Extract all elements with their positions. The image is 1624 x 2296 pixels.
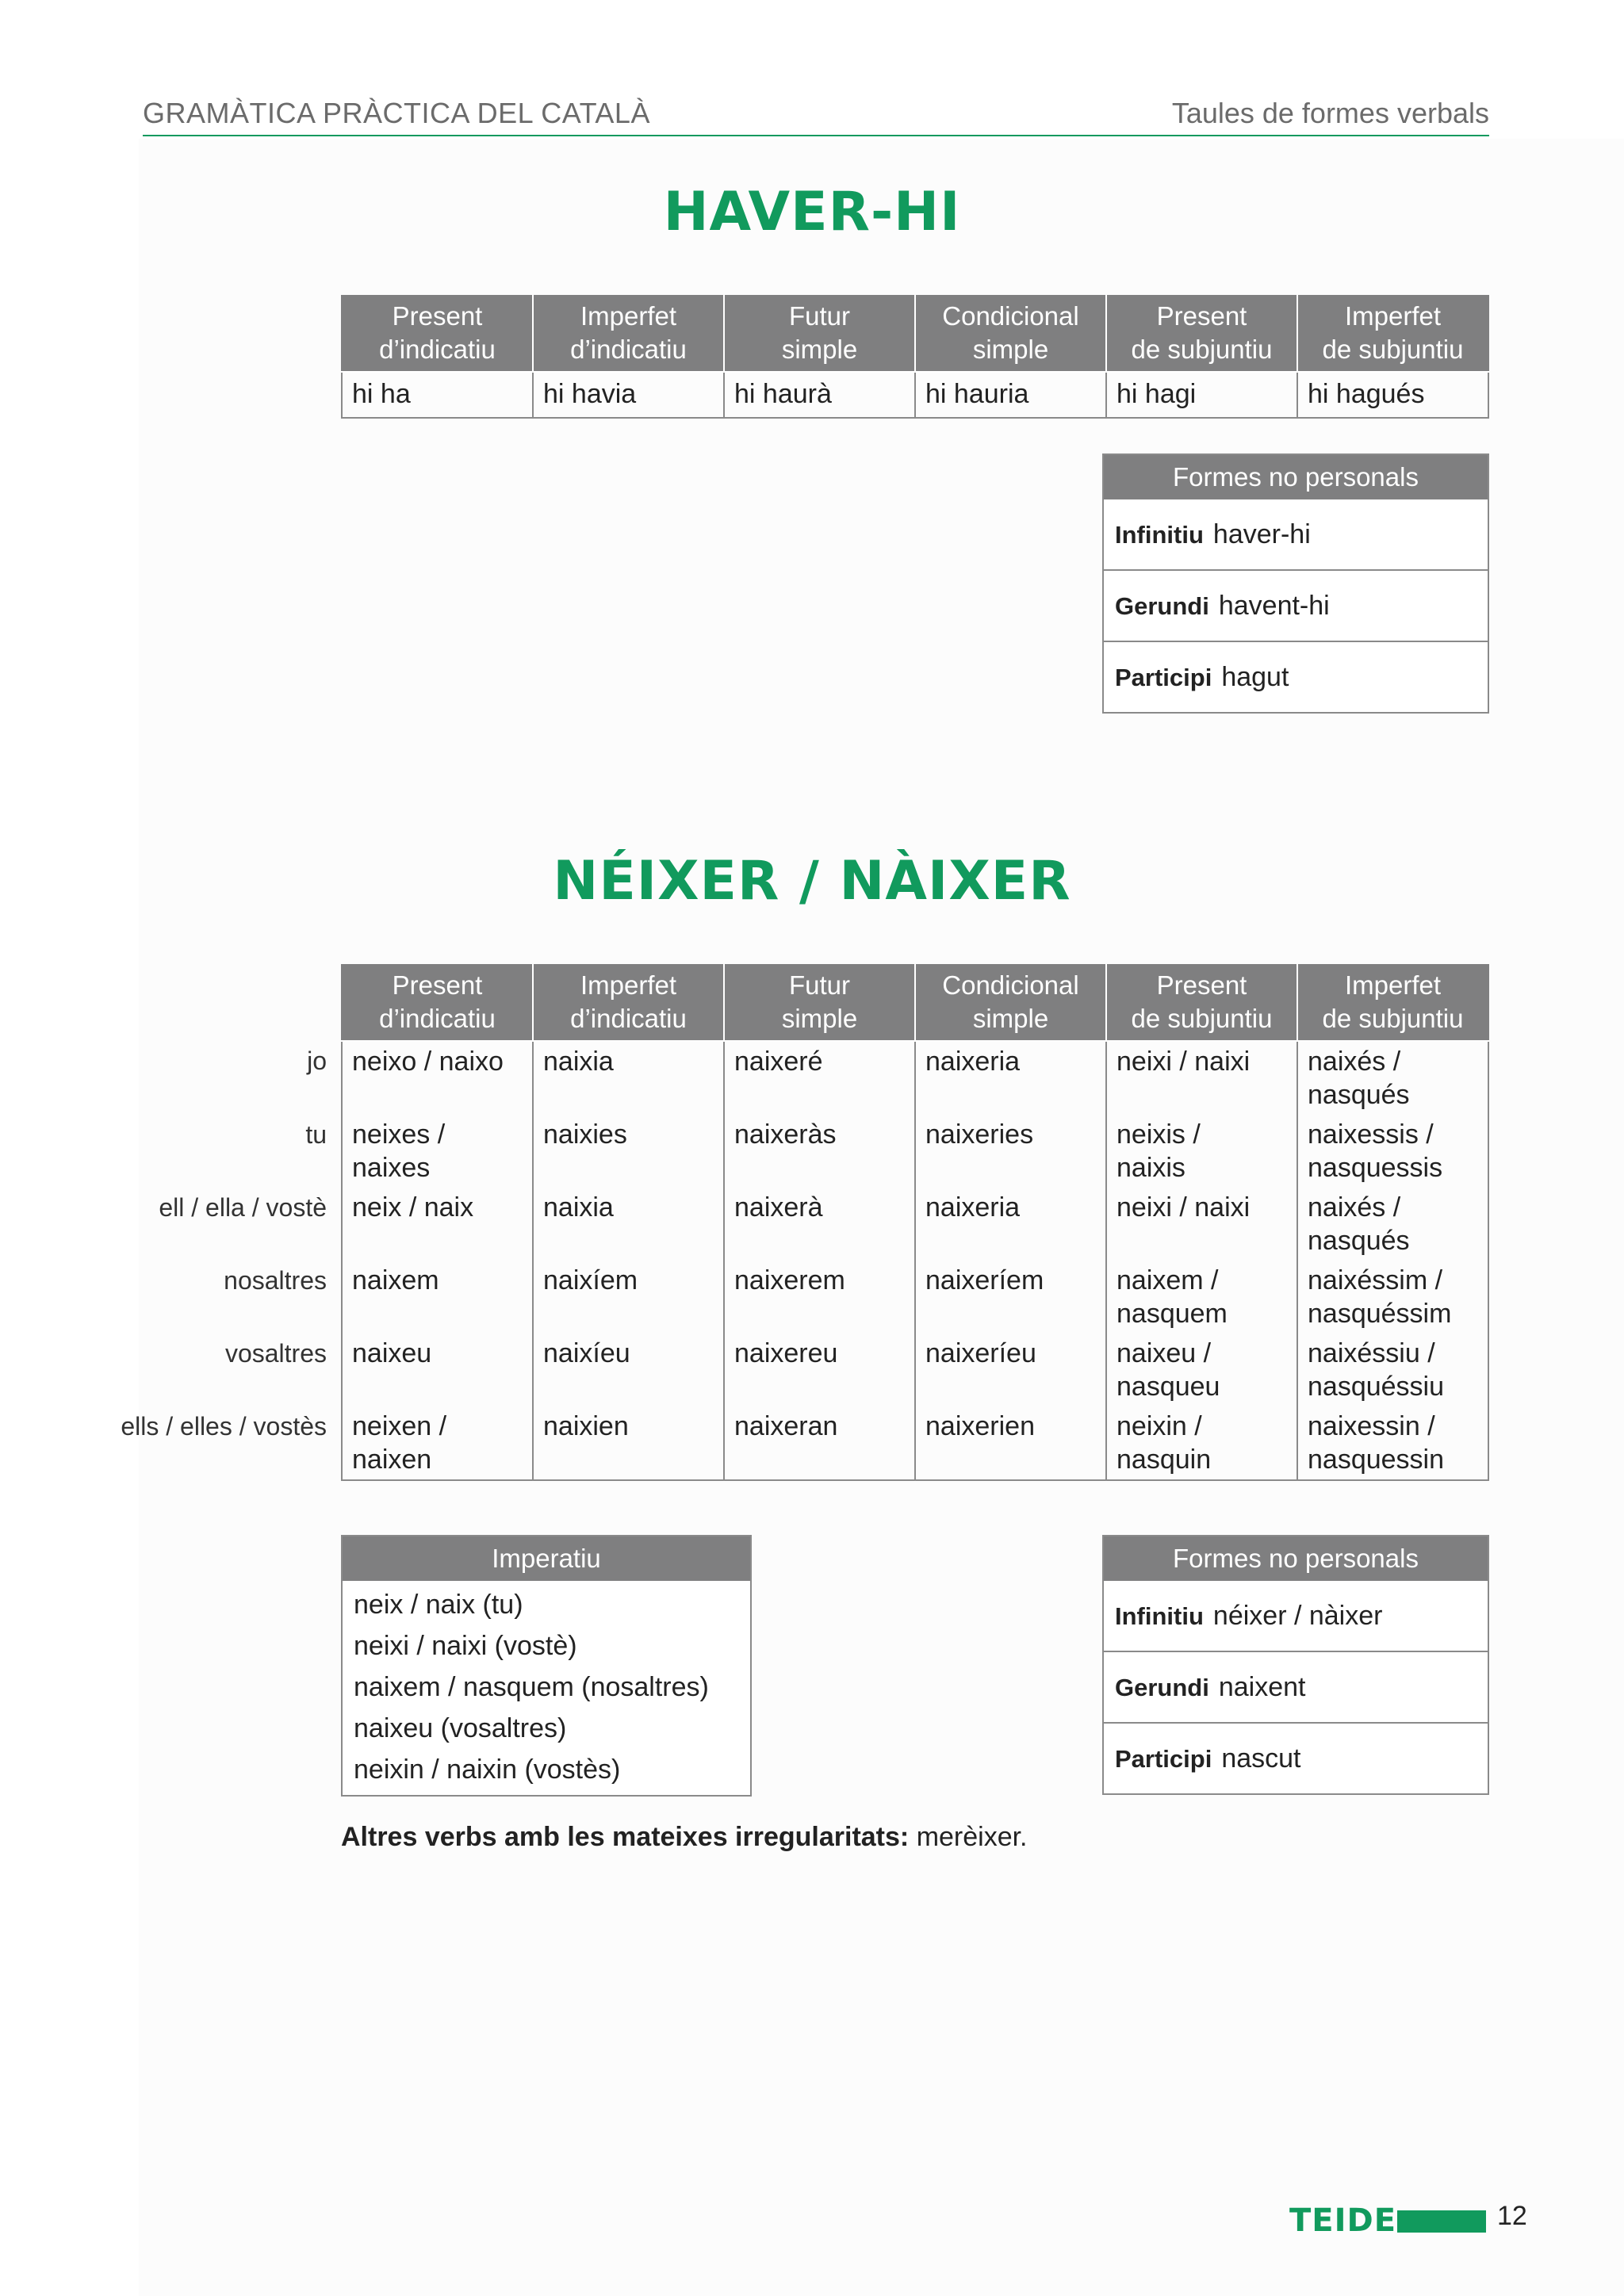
column-header: Futur simple [724,964,915,1041]
cell-line: nasquéssiu [1308,1372,1445,1402]
table-cell: hi haurà [724,372,915,418]
table-cell [1106,1406,1297,1480]
table-cell [342,1334,533,1406]
column-header: Present de subjuntiu [1106,295,1297,372]
table-row [342,1406,1488,1480]
participle-row [1104,641,1488,712]
imperative-line: neixin / naixin (vostès) [354,1755,621,1785]
table-cell [1297,1115,1488,1188]
book-title: GRAMÀTICA PRÀCTICA DEL CATALÀ [143,97,650,129]
table-cell: hi hauria [915,372,1106,418]
table-cell [533,1188,724,1261]
cell-line: naixeu / [1116,1338,1212,1368]
table-cell [724,1115,915,1188]
cell-line: neixen / [352,1411,447,1441]
cell-line: nasqueu [1116,1372,1220,1402]
non-personal-forms-neixer [1102,1535,1489,1795]
row-label: Gerundi [1115,592,1209,620]
imperative-line: neixi / naixi (vostè) [354,1631,577,1661]
cell-line: naixeran [734,1411,838,1441]
table-cell [1106,1334,1297,1406]
table-row [342,372,1488,418]
row-value: haver-hi [1212,519,1311,549]
table-header-row [342,964,1488,1041]
table-cell: hi hagués [1297,372,1488,418]
cell-line: nasqués [1308,1080,1410,1110]
cell-line: naixessin / [1308,1411,1435,1441]
person-label: jo [307,1047,327,1075]
column-header: Imperfet d’indicatiu [533,964,724,1041]
table-header-row [342,295,1488,372]
box-heading: Formes no personals [1104,455,1488,499]
column-header: Futur simple [724,295,915,372]
cell-line: naixeré [734,1047,823,1077]
page-number: 12 [1497,2201,1527,2231]
row-value: naixent [1218,1672,1306,1702]
column-header: Imperfet de subjuntiu [1297,964,1488,1041]
table-cell [342,1261,533,1334]
table-cell [342,1406,533,1480]
infinitive-row [1104,1581,1488,1651]
gerund-row [1104,1651,1488,1722]
cell-line: naixen [352,1445,432,1475]
table-row [342,1334,1488,1406]
cell-line: neixo / naixo [352,1047,504,1077]
row-label: Infinitiu [1115,521,1204,549]
cell-line: neixin / [1116,1411,1202,1441]
cell-line: neixi / naixi [1116,1047,1251,1077]
cell-line: naixeries [925,1119,1034,1150]
column-header: Present d’indicatiu [342,964,533,1041]
cell-line: naixeràs [734,1119,837,1150]
cell-line: naixés / [1308,1047,1401,1077]
table-cell: hi ha [342,372,533,418]
cell-line: naixeria [925,1192,1021,1223]
table-cell [915,1188,1106,1261]
cell-line: naixeríeu [925,1338,1036,1368]
cell-line: naixíem [543,1265,638,1295]
row-value: néixer / nàixer [1212,1601,1383,1631]
person-label: tu [305,1120,327,1149]
table-cell [342,1115,533,1188]
table-cell [1297,1406,1488,1480]
non-personal-forms-haver-hi [1102,453,1489,714]
participle-row [1104,1722,1488,1793]
imperative-line: naixem / nasquem (nosaltres) [354,1672,709,1702]
imperative-line: naixeu (vosaltres) [354,1713,567,1743]
cell-line: naixes [352,1153,431,1183]
infinitive-row [1104,499,1488,569]
box-heading: Imperatiu [343,1536,750,1581]
table-cell [915,1406,1106,1480]
cell-line: naixéssim / [1308,1265,1443,1295]
row-label: Participi [1115,664,1212,691]
table-cell [1297,1188,1488,1261]
table-cell [915,1115,1106,1188]
column-header: Imperfet d’indicatiu [533,295,724,372]
cell-line: naixia [543,1192,614,1223]
table-cell [342,1188,533,1261]
other-verbs-label: Altres verbs amb les mateixes irregularitats: [341,1822,910,1852]
person-label: nosaltres [224,1266,327,1295]
verb-title-neixer: NÉIXER / NÀIXER [553,850,1071,913]
gerund-row [1104,569,1488,641]
cell-line: naixem / [1116,1265,1219,1295]
cell-line: nasquin [1116,1445,1212,1475]
cell-line: naixíeu [543,1338,630,1368]
table-cell [1106,1188,1297,1261]
cell-line: naixien [543,1411,629,1441]
cell-line: naixeríem [925,1265,1044,1295]
row-label: Participi [1115,1745,1212,1773]
person-label: ell / ella / vostè [159,1193,327,1222]
cell-line: naixessis / [1308,1119,1434,1150]
cell-line: naixeria [925,1047,1021,1077]
cell-line: naixéssiu / [1308,1338,1435,1368]
cell-line: naixerà [734,1192,823,1223]
cell-line: naixerem [734,1265,845,1295]
table-cell [724,1261,915,1334]
cell-line: naixeu [352,1338,432,1368]
box-heading: Formes no personals [1104,1536,1488,1581]
publisher-logo: TEIDE [1289,2202,1397,2239]
cell-line: neixes / [352,1119,446,1150]
section-title: Taules de formes verbals [1171,97,1489,129]
running-header [143,97,1489,136]
column-header: Present d’indicatiu [342,295,533,372]
table-row [342,1188,1488,1261]
cell-line: nasquéssim [1308,1299,1452,1329]
table-cell [724,1334,915,1406]
table-cell [533,1334,724,1406]
table-cell [915,1334,1106,1406]
imperative-box [341,1535,752,1797]
row-label: Gerundi [1115,1674,1209,1701]
cell-line: nasquem [1116,1299,1228,1329]
column-header: Imperfet de subjuntiu [1297,295,1488,372]
table-cell [1297,1041,1488,1115]
table-cell: hi hagi [1106,372,1297,418]
column-header: Condicional simple [915,295,1106,372]
table-cell [1297,1334,1488,1406]
cell-line: nasqués [1308,1226,1410,1256]
column-header: Condicional simple [915,964,1106,1041]
cell-line: naixés / [1308,1192,1401,1223]
cell-line: naixies [543,1119,627,1150]
table-row [342,1115,1488,1188]
cell-line: naixerien [925,1411,1035,1441]
table-cell [724,1041,915,1115]
table-cell [1106,1261,1297,1334]
cell-line: naixem [352,1265,439,1295]
cell-line: neixis / [1116,1119,1201,1150]
table-cell [533,1041,724,1115]
verb-title-haver-hi: HAVER-HI [663,181,961,243]
person-label: vosaltres [224,1339,327,1368]
other-verbs-note [341,1822,1028,1853]
imperative-line: neix / naix (tu) [354,1590,523,1620]
table-row [342,1261,1488,1334]
table-cell [724,1188,915,1261]
table-cell [533,1115,724,1188]
table-cell [1297,1261,1488,1334]
table-cell [1106,1115,1297,1188]
table-cell [1106,1041,1297,1115]
conjugation-table-neixer [341,964,1489,1481]
cell-line: neixi / naixi [1116,1192,1251,1223]
person-label: ells / elles / vostès [121,1412,327,1441]
cell-line: neix / naix [352,1192,474,1223]
table-row [342,1041,1488,1115]
cell-line: naixia [543,1047,614,1077]
cell-line: nasquessis [1308,1153,1443,1183]
row-label: Infinitiu [1115,1602,1204,1630]
table-cell [724,1406,915,1480]
table-cell [915,1261,1106,1334]
table-cell [342,1041,533,1115]
table-cell [533,1261,724,1334]
cell-line: nasquessin [1308,1445,1445,1475]
table-cell [533,1406,724,1480]
table-cell [915,1041,1106,1115]
row-value: nascut [1221,1743,1301,1774]
cell-line: naixereu [734,1338,838,1368]
table-cell: hi havia [533,372,724,418]
footer-bar [1397,2210,1486,2233]
cell-line: naixis [1116,1153,1185,1183]
other-verbs-value: merèixer. [916,1822,1028,1852]
conjugation-table-haver-hi [341,295,1489,419]
column-header: Present de subjuntiu [1106,964,1297,1041]
row-value: havent-hi [1218,591,1330,621]
row-value: hagut [1221,662,1289,692]
